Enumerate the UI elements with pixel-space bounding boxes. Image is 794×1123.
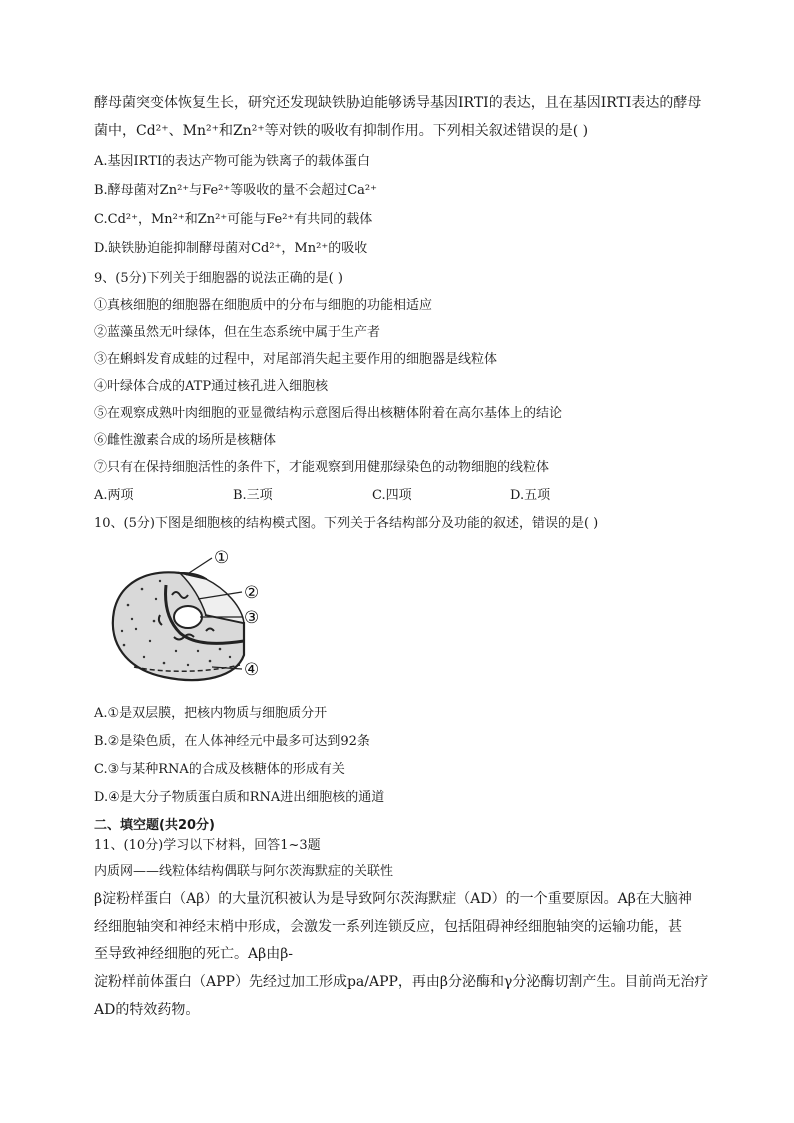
q11-paragraph-line4: 淀粉样前体蛋白（APP）先经过加工形成pa/APP，再由β分泌酶和γ分泌酶切割产生。目前尚无治疗	[94, 974, 709, 990]
q9-stem: 9、(5分)下列关于细胞器的说法正确的是( )	[94, 271, 343, 286]
q10-stem: 10、(5分)下图是细胞核的结构模式图。下列关于各结构部分及功能的叙述，错误的是( )	[94, 516, 599, 531]
q8-option-b: B.酵母菌对Zn²⁺与Fe²⁺等吸收的量不会超过Ca²⁺	[94, 183, 378, 198]
figure-label-3: ③	[244, 608, 260, 628]
q10-option-c: C.③与某种RNA的合成及核糖体的形成有关	[94, 762, 345, 777]
q9-choice-b: B.三项	[233, 488, 273, 503]
q10-option-b: B.②是染色质，在人体神经元中最多可达到92条	[94, 734, 370, 749]
q10-option-d: D.④是大分子物质蛋白质和RNA进出细胞核的通道	[94, 790, 385, 805]
q9-choice-d: D.五项	[510, 488, 551, 503]
q11-paragraph-line3: 至导致神经细胞的死亡。Aβ由β-	[94, 946, 294, 962]
q9-item-3: ③在蝌蚪发育成蛙的过程中，对尾部消失起主要作用的细胞器是线粒体	[94, 352, 498, 367]
q9-item-5: ⑤在观察成熟叶肉细胞的亚显微结构示意图后得出核糖体附着在高尔基体上的结论	[94, 406, 563, 421]
q9-choice-c: C.四项	[372, 488, 412, 503]
q11-paragraph-line2: 经细胞轴突和神经末梢中形成，会激发一系列连锁反应，包括阻碍神经细胞轴突的运输功能，甚	[94, 919, 682, 935]
q10-option-a: A.①是双层膜，把核内物质与细胞质分开	[94, 706, 328, 721]
q9-choice-a: A.两项	[94, 488, 134, 503]
q8-option-a: A.基因IRTI的表达产物可能为铁离子的载体蛋白	[94, 154, 371, 169]
figure-label-4: ④	[244, 660, 260, 680]
nucleolus	[174, 606, 202, 628]
q11-material-title: 内质网——线粒体结构偶联与阿尔茨海默症的关联性	[94, 864, 394, 879]
figure-label-2: ②	[244, 583, 260, 603]
nucleus-diagram	[94, 545, 294, 695]
q11-stem: 11、(10分)学习以下材料，回答1~3题	[94, 838, 321, 853]
q8-option-d: D.缺铁胁迫能抑制酵母菌对Cd²⁺，Mn²⁺的吸收	[94, 241, 368, 256]
q11-paragraph-line5: AD的特效药物。	[94, 1002, 200, 1018]
q8-option-c: C.Cd²⁺，Mn²⁺和Zn²⁺可能与Fe²⁺有共同的载体	[94, 212, 373, 227]
q9-item-7: ⑦只有在保持细胞活性的条件下，才能观察到用健那绿染色的动物细胞的线粒体	[94, 460, 550, 475]
q9-item-1: ①真核细胞的细胞器在细胞质中的分布与细胞的功能相适应	[94, 298, 433, 313]
q9-item-6: ⑥雌性激素合成的场所是核糖体	[94, 433, 277, 448]
q8-text-line1: 酵母菌突变体恢复生长，研究还发现缺铁胁迫能够诱导基因IRTI的表达，且在基因IRTI表达的酵母	[94, 95, 702, 111]
q8-text-line2: 菌中，Cd²⁺、Mn²⁺和Zn²⁺等对铁的吸收有抑制作用。下列相关叙述错误的是( )	[94, 123, 589, 139]
q11-paragraph-line1: β淀粉样蛋白（Aβ）的大量沉积被认为是导致阿尔茨海默症（AD）的一个重要原因。Aβ在大脑神	[94, 891, 692, 907]
q9-item-2: ②蓝藻虽然无叶绿体，但在生态系统中属于生产者	[94, 325, 381, 340]
q9-item-4: ④叶绿体合成的ATP通过核孔进入细胞核	[94, 379, 329, 394]
section-title: 二、填空题(共20分)	[94, 818, 215, 833]
figure-label-1: ①	[214, 548, 230, 568]
